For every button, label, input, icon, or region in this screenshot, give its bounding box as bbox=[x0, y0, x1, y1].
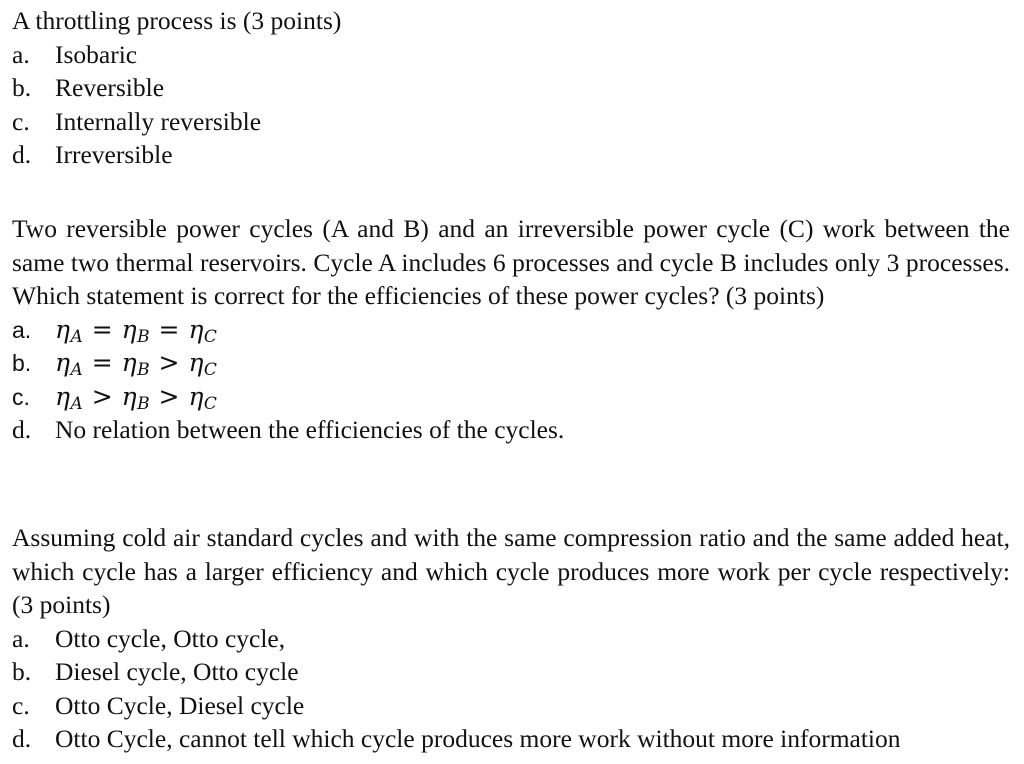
efficiency-equation: $\eta_A = \eta_B > \eta_C$ bbox=[55, 348, 218, 380]
question-3-option-a bbox=[12, 622, 1010, 656]
question-3-option-c bbox=[12, 689, 1010, 723]
option-letter: c. bbox=[12, 690, 30, 720]
option-text: Diesel cycle, Otto cycle bbox=[55, 657, 299, 686]
option-text: Irreversible bbox=[55, 140, 173, 169]
option-letter: b. bbox=[12, 657, 32, 686]
question-1 bbox=[12, 4, 1010, 172]
question-2-option-a bbox=[12, 313, 1010, 347]
question-2-option-b bbox=[12, 346, 1010, 380]
option-letter: b. bbox=[12, 73, 32, 102]
question-2-stem: Two reversible power cycles (A and B) and an irreversible power cycle (C) work between the same two thermal reservoirs. Cycle A includes 6 processes and cycle B includes only 3 processes. Which statement is correct for the efficiencies of these power cycles? (3 points) bbox=[12, 214, 1010, 310]
option-text: No relation between the efficiencies of the cycles. bbox=[55, 415, 565, 444]
option-text: Reversible bbox=[55, 73, 165, 102]
option-text: Isobaric bbox=[55, 39, 138, 69]
option-letter: d. bbox=[12, 724, 32, 753]
question-3-stem: Assuming cold air standard cycles and with the same compression ratio and the same added heat, which cycle has a larger efficiency and which cycle produces more work per cycle respectively: (3 points) bbox=[12, 523, 1010, 619]
question-2-option-c bbox=[12, 380, 1010, 414]
question-2-option-d bbox=[12, 413, 1010, 447]
option-letter: a. bbox=[12, 623, 30, 653]
question-3-option-d bbox=[12, 722, 1010, 756]
question-1-option-c bbox=[12, 105, 1010, 139]
question-2-options bbox=[12, 313, 1010, 447]
question-3 bbox=[12, 521, 1010, 756]
efficiency-equation: $\eta_A = \eta_B = \eta_C$ bbox=[55, 314, 218, 347]
question-1-option-d bbox=[12, 138, 1010, 172]
question-1-option-b bbox=[12, 71, 1010, 105]
option-letter: c. bbox=[12, 106, 30, 136]
question-3-options bbox=[12, 622, 1010, 756]
option-letter: d. bbox=[12, 415, 32, 444]
question-1-options bbox=[12, 38, 1010, 172]
question-2 bbox=[12, 212, 1010, 447]
option-letter: a. bbox=[12, 316, 32, 343]
option-letter: c. bbox=[12, 383, 30, 410]
option-text: Otto cycle, Otto cycle, bbox=[55, 623, 286, 653]
efficiency-equation: $\eta_A > \eta_B > \eta_C$ bbox=[55, 381, 218, 414]
question-3-option-b bbox=[12, 655, 1010, 689]
option-letter: a. bbox=[12, 39, 30, 69]
question-1-option-a bbox=[12, 38, 1010, 72]
option-text: Otto Cycle, cannot tell which cycle produces more work without more information bbox=[55, 724, 901, 753]
question-1-stem: A throttling process is (3 points) bbox=[12, 6, 342, 35]
option-text: Internally reversible bbox=[55, 106, 262, 136]
option-letter: b. bbox=[12, 350, 32, 376]
option-text: Otto Cycle, Diesel cycle bbox=[55, 690, 305, 720]
option-letter: d. bbox=[12, 140, 32, 169]
